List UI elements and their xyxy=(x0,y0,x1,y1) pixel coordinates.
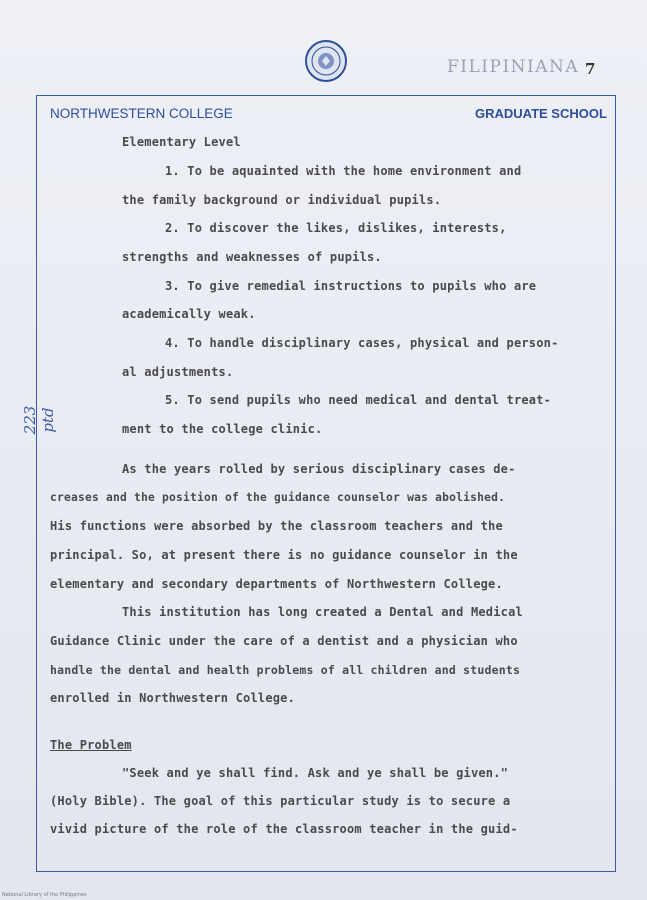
handwritten-margin-note: 223 ptd xyxy=(21,405,57,435)
institution-name: NORTHWESTERN COLLEGE xyxy=(50,106,233,121)
section-heading: Elementary Level xyxy=(122,135,241,149)
text-line: (Holy Bible). The goal of this particular study is to secure a xyxy=(50,794,511,808)
text-line: creases and the position of the guidance counselor was abolished. xyxy=(50,491,506,504)
text-line: As the years rolled by serious disciplinary cases de- xyxy=(122,462,516,476)
text-line: 5. To send pupils who need medical and dental treat- xyxy=(165,393,552,407)
text-line: This institution has long created a Dental and Medical xyxy=(122,605,523,619)
text-line: 3. To give remedial instructions to pupils who are xyxy=(165,279,537,293)
text-line: academically weak. xyxy=(122,307,256,321)
text-line: the family background or individual pupils. xyxy=(122,193,442,207)
text-line: "Seek and ye shall find. Ask and ye shall be given." xyxy=(122,766,509,780)
text-line: 4. To handle disciplinary cases, physical and person- xyxy=(165,336,559,350)
text-line: 2. To discover the likes, dislikes, interests, xyxy=(165,221,507,235)
school-name: GRADUATE SCHOOL xyxy=(475,106,607,121)
page-number: 7 xyxy=(585,60,596,78)
text-line: 1. To be aquainted with the home environment and xyxy=(165,164,522,178)
text-line: handle the dental and health problems of all children and students xyxy=(50,663,521,677)
text-line: principal. So, at present there is no guidance counselor in the xyxy=(50,548,518,562)
text-line: ment to the college clinic. xyxy=(122,422,323,436)
filipiniana-stamp: FILIPINIANA xyxy=(447,57,580,77)
text-line: vivid picture of the role of the classroom teacher in the guid- xyxy=(50,822,518,836)
college-seal-icon xyxy=(305,40,347,82)
text-line: Guidance Clinic under the care of a dentist and a physician who xyxy=(50,634,518,648)
section-heading: The Problem xyxy=(50,738,132,752)
page-border xyxy=(36,95,616,872)
text-line: enrolled in Northwestern College. xyxy=(50,691,296,705)
text-line: al adjustments. xyxy=(122,365,234,379)
text-line: strengths and weaknesses of pupils. xyxy=(122,250,382,264)
text-line: His functions were absorbed by the classroom teachers and the xyxy=(50,519,503,533)
text-line: elementary and secondary departments of Northwestern College. xyxy=(50,577,503,591)
scan-footer: National Library of the Philippines xyxy=(2,892,87,898)
